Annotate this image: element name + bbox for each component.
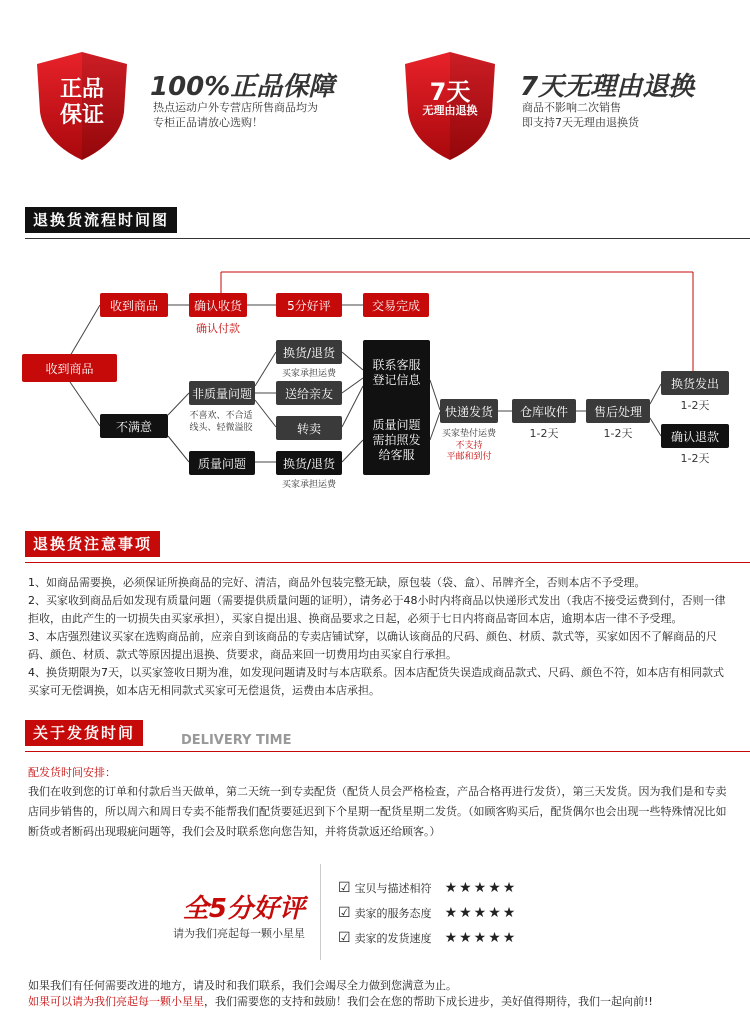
rating-divider: [320, 864, 321, 960]
flow-non-quality: 非质量问题: [189, 381, 255, 405]
flow-deal-done: 交易完成: [363, 293, 429, 317]
flow-five-star: 5分好评: [276, 293, 342, 317]
flow-after-sale-days: 1-2天: [603, 427, 633, 440]
rating-big-title: 全5分好评: [182, 894, 305, 924]
delivery-text-block: [28, 764, 728, 842]
footer-line-2-rest: ，我们需要您的支持和鼓励！我们会在您的帮助下成长进步，美好值得期待，我们一起向前!!: [204, 995, 653, 1008]
rating-sub-title: 请为我们亮起每一颗小星星: [173, 927, 305, 940]
seven-day-badge-line2: 无理由退换: [422, 104, 478, 117]
flow-contact-line2: 登记信息: [372, 373, 421, 387]
seven-day-badge-line1: 7天: [429, 78, 471, 106]
genuine-badge-line1: 正品: [59, 77, 104, 102]
note-item-1: 1、如商品需要换，必须保证所换商品的完好、清洁，商品外包装完整无缺，原包装（袋、盒）、吊牌齐全，否则本店不予受理。: [28, 576, 646, 589]
flow-confirm-refund-days: 1-2天: [680, 452, 710, 465]
note-item-4: 4、换货期限为7天，以买家签收日期为准，如发现问题请及时与本店联系。因本店配货失误造成商品款式、尺码、颜色不符，如本店有相同款式买家可无偿调换，如本店无相同款式买家可无偿退货，运费由本店承担。: [28, 666, 724, 697]
star-icon-row: ★★★★★: [444, 930, 518, 946]
footer-line-2-red: 如果可以请为我们亮起每一颗小星星: [28, 995, 204, 1008]
delivery-section-subtitle: DELIVERY TIME: [181, 733, 292, 748]
footer-line-2: [28, 993, 738, 1009]
notes-list: [28, 574, 728, 700]
genuine-badge-line2: 保证: [59, 103, 104, 128]
flow-exchange-return-2: 换货/退货: [276, 451, 342, 475]
rating-row-label: 卖家的服务态度: [354, 907, 432, 920]
flow-received: 收到商品: [100, 293, 168, 317]
genuine-desc-1: 热点运动户外专营店所售商品均为: [153, 101, 318, 114]
star-icon-row: ★★★★★: [444, 905, 518, 921]
flow-quality-photo-3: 给客服: [378, 448, 415, 462]
rating-row-1: [338, 878, 517, 898]
checkbox-icon: ☑: [338, 880, 351, 896]
flow-express: 快递发货: [440, 399, 498, 423]
flow-confirm-receipt: 确认收货: [189, 293, 247, 317]
checkbox-icon: ☑: [338, 930, 351, 946]
flow-buyer-ship-fee-2: 买家承担运费: [281, 480, 336, 490]
notes-section-title: 退换货注意事项: [25, 531, 160, 557]
rating-row-3: [338, 928, 517, 948]
flow-non-quality-note-2: 线头、轻微溢胶: [189, 423, 253, 433]
flow-ship-exchange-days: 1-2天: [680, 399, 710, 412]
flow-warehouse: 仓库收件: [512, 399, 576, 423]
flow-gift-friend: 送给亲友: [276, 381, 342, 405]
flow-quality: 质量问题: [189, 451, 255, 475]
rating-row-label: 卖家的发货速度: [354, 932, 432, 945]
rating-row-label: 宝贝与描述相符: [354, 882, 432, 895]
note-item-2: 2、买家收到商品后如发现有质量问题（需要提供质量问题的证明），请务必于48小时内将商品以快递形式发出（我店不接受运费到付，否则一律拒收，由此产生的一切损失由买家承担），买家自提出退、换商品要求之日起，必须于七日内将商品寄回本店，逾期本店一律不予受理。: [28, 594, 726, 625]
flow-confirm-refund: 确认退款: [661, 424, 729, 448]
flow-express-note-red-2: 平邮和到付: [446, 452, 492, 462]
flow-unsatisfied: 不满意: [100, 414, 168, 438]
genuine-desc-2: 专柜正品请放心选购！: [153, 116, 263, 129]
delivery-red-label: 配发货时间安排：: [28, 766, 116, 779]
delivery-text: 我们在收到您的订单和付款后当天做单，第二天统一到专卖配货（配货人员会严格检查，产品合格再进行发货），第三天发货。因为我们是和专卖店同步销售的，所以周六和周日专卖不能帮我们配货要延迟到下个星期一配货星期二发货。（如顾客购买后，配货偶尔也会出现一些特殊情况比如断货或者断码出现瑕疵问题等，我们会及时联系您向您告知，并将货款返还给顾客。）: [28, 785, 727, 838]
checkbox-icon: ☑: [338, 905, 351, 921]
flow-exchange-return-1: 换货/退货: [276, 340, 342, 364]
notes-section-divider: [25, 562, 750, 563]
flow-resell: 转卖: [276, 416, 342, 440]
flow-ship-exchange: 换货发出: [661, 371, 729, 395]
note-item-3: 3、本店强烈建议买家在选购商品前，应亲自到该商品的专卖店铺试穿，以确认该商品的尺码、颜色、材质、款式等，买家如因不了解商品的尺码、颜色、材质、款式等原因提出退换、货要求，商品来回一切费用均由买家自行承担。: [28, 630, 717, 661]
flow-after-sale: 售后处理: [586, 399, 650, 423]
flow-quality-photo-2: 需拍照发: [372, 433, 421, 447]
delivery-section-title: 关于发货时间: [25, 720, 143, 746]
flow-quality-photo-1: 质量问题: [372, 418, 421, 432]
flow-non-quality-note-1: 不喜欢、不合适: [189, 411, 253, 421]
delivery-section-divider: [25, 751, 750, 752]
flow-express-note-red-1: 不支持: [455, 441, 483, 451]
flow-buyer-ship-fee-1: 买家承担运费: [281, 369, 336, 379]
flow-warehouse-days: 1-2天: [529, 427, 559, 440]
star-icon-row: ★★★★★: [444, 880, 518, 896]
footer-line-1: 如果我们有任何需要改进的地方，请及时和我们联系，我们会竭尽全力做到您满意为止。: [28, 979, 457, 992]
flow-express-note: 买家垫付运费: [441, 429, 496, 439]
seven-day-desc-1: 商品不影响二次销售: [522, 101, 621, 114]
seven-day-desc-2: 即支持7天无理由退换货: [522, 116, 639, 129]
flow-confirm-payment: 确认付款: [196, 322, 240, 335]
flow-contact-line1: 联系客服: [372, 358, 421, 372]
flow-section-title: 退换货流程时间图: [25, 207, 177, 233]
seven-day-title: 7天无理由退换: [520, 72, 695, 102]
genuine-title: 100%正品保障: [150, 72, 335, 102]
rating-row-2: [338, 903, 517, 923]
flow-start-received: 收到商品: [22, 354, 117, 382]
